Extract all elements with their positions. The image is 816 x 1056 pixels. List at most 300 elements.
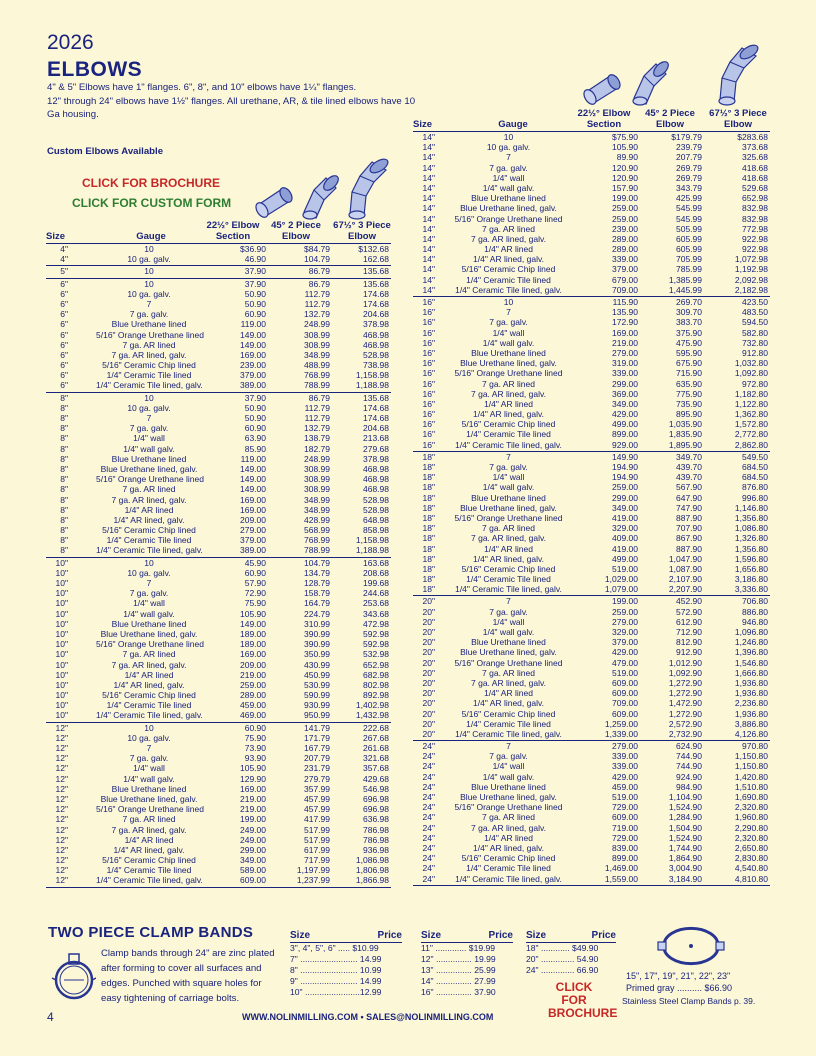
price-45-cell: 1,035.90 bbox=[668, 419, 702, 430]
price-22-cell: 499.00 bbox=[612, 419, 638, 430]
table-row bbox=[413, 658, 770, 668]
price-45-cell: 269.79 bbox=[676, 162, 702, 173]
size-cell: 12" bbox=[55, 814, 68, 825]
gauge-cell: 1/4" wall bbox=[133, 598, 165, 609]
gauge-cell: 1/4" AR lined bbox=[484, 832, 533, 843]
price-67-cell: 652.98 bbox=[363, 659, 389, 670]
price-22-cell: 169.00 bbox=[240, 783, 266, 794]
price-67-cell: 1,510.80 bbox=[734, 781, 768, 792]
price-22-cell: 349.00 bbox=[612, 502, 638, 513]
table-row bbox=[46, 484, 391, 494]
price-45-cell: 887.90 bbox=[676, 512, 702, 523]
table-row bbox=[413, 132, 770, 142]
price-45-cell: 439.70 bbox=[676, 472, 702, 483]
size-cell: 8" bbox=[60, 433, 68, 444]
gauge-cell: 5/16" Ceramic Chip lined bbox=[461, 563, 556, 574]
clamp-brochure-link[interactable]: CLICK FOR BROCHURE bbox=[548, 980, 618, 1020]
price-22-cell: 929.00 bbox=[612, 439, 638, 450]
website-email[interactable]: WWW.NOLINMILLING.COM • SALES@NOLINMILLING.COM bbox=[242, 1012, 494, 1022]
gauge-cell: 7 ga. galv. bbox=[489, 462, 528, 472]
size-cell: 14" bbox=[422, 152, 435, 163]
price-22-cell: 609.00 bbox=[612, 708, 638, 719]
price-22-cell: 135.90 bbox=[612, 307, 638, 318]
price-67-cell: 1,656.80 bbox=[734, 563, 768, 574]
price-45-cell: 112.79 bbox=[304, 298, 330, 309]
price-67-cell: 1,936.80 bbox=[734, 677, 768, 688]
gauge-cell: 7 ga. galv. bbox=[489, 751, 528, 762]
price-67-cell: 261.68 bbox=[363, 743, 389, 753]
table-row bbox=[413, 533, 770, 543]
size-cell: 16" bbox=[422, 337, 435, 348]
price-22-cell: 259.00 bbox=[612, 203, 638, 214]
price-67-cell: 4,540.80 bbox=[734, 863, 768, 874]
gauge-cell: 5/16" Ceramic Chip lined bbox=[102, 360, 196, 371]
intro-line-1: 4" & 5" Elbows have 1" flanges. 6", 8", and 10" elbows have 1¼" flanges. bbox=[47, 82, 357, 93]
clamp-price-row: 11" ............. $19.99 bbox=[421, 943, 496, 953]
price-22-cell: 37.90 bbox=[244, 392, 266, 403]
table-row bbox=[413, 584, 770, 594]
price-67-cell: 468.98 bbox=[363, 463, 389, 474]
table-row bbox=[413, 761, 770, 771]
table-row bbox=[46, 350, 391, 360]
price-22-cell: 85.90 bbox=[244, 443, 266, 454]
table-row bbox=[46, 370, 391, 380]
gauge-cell: Blue Urethane lined, galv. bbox=[100, 463, 198, 474]
price-22-cell: 729.00 bbox=[612, 802, 638, 813]
size-group bbox=[413, 132, 770, 297]
price-67-cell: 1,092.80 bbox=[734, 368, 768, 379]
size-cell: 6" bbox=[60, 339, 68, 350]
table-row bbox=[46, 700, 391, 710]
size-group bbox=[46, 723, 391, 888]
gauge-cell: 5/16" Orange Urethane lined bbox=[454, 368, 563, 379]
table-row bbox=[413, 203, 770, 213]
price-22-cell: 379.00 bbox=[240, 370, 266, 381]
table-row bbox=[413, 307, 770, 317]
gauge-cell: 7 bbox=[146, 298, 152, 309]
price-45-cell: 590.99 bbox=[304, 690, 330, 701]
size-cell: 24" bbox=[422, 812, 435, 823]
price-45-cell: 1,524.90 bbox=[668, 832, 702, 843]
price-67-cell: 429.68 bbox=[363, 773, 389, 784]
size-cell: 14" bbox=[422, 284, 435, 295]
clamp-price-row: 3", 4", 5", 6" ..... $10.99 bbox=[290, 943, 379, 953]
table-row bbox=[413, 741, 770, 751]
price-67-cell: 1,086.80 bbox=[734, 523, 768, 534]
gauge-cell: 5/16" Orange Urethane lined bbox=[96, 329, 204, 340]
price-45-cell: 1,524.90 bbox=[668, 802, 702, 813]
gauge-cell: 1/4" Ceramic Tile lined, galv. bbox=[455, 584, 562, 595]
gauge-cell: 7 ga. AR lined bbox=[482, 378, 535, 389]
table-row bbox=[46, 380, 391, 390]
size-cell: 24" bbox=[422, 781, 435, 792]
price-22-cell: 259.00 bbox=[612, 606, 638, 617]
table-row bbox=[413, 607, 770, 617]
price-22-cell: 1,259.00 bbox=[604, 718, 638, 729]
price-67-cell: 1,546.80 bbox=[734, 657, 768, 668]
price-45-cell: 2,207.90 bbox=[668, 584, 702, 595]
price-22-cell: 609.00 bbox=[612, 812, 638, 823]
gauge-cell: 5/16" Ceramic Chip lined bbox=[102, 690, 196, 701]
price-67-cell: 684.50 bbox=[742, 462, 768, 472]
gauge-cell: 10 ga. galv. bbox=[127, 254, 171, 265]
table-row bbox=[413, 617, 770, 627]
price-45-cell: 930.99 bbox=[304, 700, 330, 711]
table-row bbox=[413, 472, 770, 482]
price-67-cell: 3,886.80 bbox=[734, 718, 768, 729]
price-45-cell: 735.90 bbox=[676, 398, 702, 409]
price-67-cell: 135.68 bbox=[363, 392, 389, 403]
table-row bbox=[413, 368, 770, 378]
gauge-cell: 10 bbox=[503, 132, 514, 142]
price-67-cell: 684.50 bbox=[742, 472, 768, 483]
table-row bbox=[46, 535, 391, 545]
table-row bbox=[46, 710, 391, 720]
price-67-cell: 423.50 bbox=[742, 297, 768, 307]
price-22-cell: 169.00 bbox=[240, 504, 266, 515]
table-body bbox=[413, 132, 770, 886]
table-row bbox=[46, 433, 391, 443]
size-cell: 10" bbox=[55, 700, 68, 711]
gauge-cell: 1/4" wall galv. bbox=[482, 627, 535, 637]
primed-clamp-info bbox=[626, 970, 796, 994]
table-row bbox=[413, 348, 770, 358]
price-22-cell: 519.00 bbox=[612, 563, 638, 574]
price-45-cell: 310.99 bbox=[304, 618, 330, 629]
size-cell: 16" bbox=[422, 398, 435, 409]
table-row bbox=[46, 403, 391, 413]
size-cell: 20" bbox=[422, 718, 435, 729]
price-45-cell: 924.90 bbox=[676, 771, 702, 782]
price-45-cell: 1,272.90 bbox=[668, 677, 702, 688]
table-row bbox=[413, 637, 770, 647]
price-22-cell: 609.00 bbox=[612, 688, 638, 699]
price-45-cell: 164.79 bbox=[304, 598, 330, 609]
table-row bbox=[413, 503, 770, 513]
clamp-bands-description: Clamp bands through 24" are zinc plated after forming to cover all surfaces and edges. Punched with square holes for easy tightening of carriage bolts. bbox=[101, 948, 275, 1004]
table-row bbox=[46, 875, 391, 885]
size-cell: 8" bbox=[60, 423, 68, 434]
table-row bbox=[46, 794, 391, 804]
price-45-cell: 207.79 bbox=[676, 152, 702, 163]
size-cell: 20" bbox=[422, 647, 435, 658]
price-67-cell: 696.98 bbox=[363, 804, 389, 815]
clamp-price-row: 14" ............... 27.99 bbox=[421, 976, 496, 986]
size-cell: 8" bbox=[60, 392, 68, 403]
size-cell: 6" bbox=[60, 380, 68, 391]
price-22-cell: 379.00 bbox=[240, 535, 266, 546]
price-22-cell: 149.00 bbox=[240, 339, 266, 350]
table-row bbox=[413, 513, 770, 523]
price-45-cell: 439.70 bbox=[676, 462, 702, 472]
size-cell: 10" bbox=[55, 639, 68, 650]
gauge-cell: 1/4" AR lined bbox=[484, 688, 533, 699]
size-cell: 6" bbox=[60, 329, 68, 340]
price-67-cell: 786.98 bbox=[363, 824, 389, 835]
size-cell: 6" bbox=[60, 349, 68, 360]
price-22-cell: 120.90 bbox=[612, 172, 638, 183]
price-22-cell: 60.90 bbox=[244, 722, 266, 733]
clamp-price-table-3 bbox=[526, 930, 616, 976]
gauge-cell: 7 bbox=[506, 152, 511, 163]
gauge-cell: 10 ga. galv. bbox=[127, 288, 171, 299]
price-22-cell: 1,079.00 bbox=[604, 584, 638, 595]
size-cell: 10" bbox=[55, 659, 68, 670]
price-22-cell: 199.00 bbox=[240, 814, 266, 825]
gauge-cell: 7 ga. galv. bbox=[129, 423, 169, 434]
size-cell: 24" bbox=[422, 792, 435, 802]
gauge-cell: 7 ga. AR lined bbox=[122, 339, 176, 350]
gauge-cell: 10 bbox=[144, 392, 154, 403]
gauge-cell: 7 ga. galv. bbox=[129, 588, 169, 599]
size-cell: 10" bbox=[55, 567, 68, 578]
table-row bbox=[46, 733, 391, 743]
price-22-cell: 37.90 bbox=[244, 266, 266, 277]
size-cell: 24" bbox=[422, 741, 435, 752]
price-67-cell: 135.68 bbox=[363, 266, 389, 277]
price-45-cell: 112.79 bbox=[304, 288, 330, 299]
table-row bbox=[413, 823, 770, 833]
size-cell: 14" bbox=[422, 203, 435, 214]
price-67-cell: 321.68 bbox=[363, 753, 389, 764]
gauge-cell: 7 ga. AR lined, galv. bbox=[111, 349, 187, 360]
price-22-cell: 73.90 bbox=[244, 743, 266, 753]
price-22-cell: 50.90 bbox=[244, 413, 266, 423]
gauge-cell: 10 bbox=[144, 722, 154, 733]
gauge-cell: 7 bbox=[506, 307, 511, 318]
col-45-header: 45° 2 Piece Elbow bbox=[645, 108, 695, 130]
table-row bbox=[46, 845, 391, 855]
size-cell: 14" bbox=[422, 172, 435, 183]
price-45-cell: 348.99 bbox=[304, 494, 330, 505]
table-row bbox=[413, 462, 770, 472]
price-45-cell: 744.90 bbox=[676, 751, 702, 762]
table-row bbox=[46, 495, 391, 505]
intro-text bbox=[47, 81, 417, 122]
price-67-cell: 3,336.80 bbox=[734, 584, 768, 595]
gauge-cell: 1/4" AR lined, galv. bbox=[113, 679, 185, 690]
size-cell: 18" bbox=[422, 533, 435, 544]
size-cell: 16" bbox=[422, 409, 435, 420]
gauge-cell: Blue Urethane lined bbox=[111, 319, 187, 330]
price-67-cell: $283.68 bbox=[737, 132, 768, 142]
price-45-cell: 428.99 bbox=[304, 514, 330, 525]
price-45-cell: 867.90 bbox=[676, 533, 702, 544]
price-67-cell: 528.98 bbox=[363, 504, 389, 515]
price-67-cell: 1,072.98 bbox=[734, 254, 768, 265]
size-cell: 20" bbox=[422, 677, 435, 688]
price-45-cell: 348.99 bbox=[304, 504, 330, 515]
gauge-cell: 1/4" Ceramic Tile lined, galv. bbox=[96, 380, 203, 391]
price-67-cell: 468.98 bbox=[363, 339, 389, 350]
gauge-cell: 10 ga. galv. bbox=[127, 402, 171, 413]
size-cell: 16" bbox=[422, 297, 435, 307]
price-67-cell: 253.68 bbox=[363, 598, 389, 609]
gauge-cell: 10 ga. galv. bbox=[127, 732, 171, 743]
table-row bbox=[413, 254, 770, 264]
table-row bbox=[46, 670, 391, 680]
table-row bbox=[46, 835, 391, 845]
table-row bbox=[413, 751, 770, 761]
table-row bbox=[413, 709, 770, 719]
price-45-cell: 1,504.90 bbox=[668, 822, 702, 833]
price-22-cell: 279.00 bbox=[612, 616, 638, 627]
gauge-cell: 1/4" Ceramic Tile lined bbox=[466, 863, 551, 874]
clamp-price-header: Price bbox=[377, 930, 402, 941]
price-22-cell: 259.00 bbox=[612, 213, 638, 224]
price-45-cell: 390.99 bbox=[304, 628, 330, 639]
clamp-price-row: 13" ............... 25.99 bbox=[421, 965, 496, 975]
price-22-cell: 57.90 bbox=[244, 578, 266, 588]
price-45-cell: 348.99 bbox=[304, 349, 330, 360]
price-45-cell: 572.90 bbox=[676, 606, 702, 617]
table-row bbox=[413, 440, 770, 450]
table-row bbox=[413, 647, 770, 657]
price-45-cell: 224.79 bbox=[304, 608, 330, 619]
size-group bbox=[413, 596, 770, 741]
table-row bbox=[46, 505, 391, 515]
price-22-cell: 60.90 bbox=[244, 567, 266, 578]
price-22-cell: 50.90 bbox=[244, 288, 266, 299]
price-45-cell: 457.99 bbox=[304, 793, 330, 804]
price-45-cell: 1,197.99 bbox=[296, 865, 330, 876]
price-67-cell: 1,356.80 bbox=[734, 512, 768, 523]
price-45-cell: 308.99 bbox=[304, 474, 330, 485]
price-45-cell: 675.90 bbox=[676, 358, 702, 369]
table-row bbox=[413, 163, 770, 173]
price-22-cell: 469.00 bbox=[240, 710, 266, 721]
table-row bbox=[413, 152, 770, 162]
gauge-cell: 7 ga. AR lined, galv. bbox=[111, 824, 187, 835]
price-22-cell: 349.00 bbox=[612, 398, 638, 409]
table-row bbox=[46, 814, 391, 824]
price-67-cell: 1,122.80 bbox=[734, 398, 768, 409]
gauge-cell: 1/4" AR lined bbox=[124, 834, 174, 845]
size-cell: 14" bbox=[422, 233, 435, 244]
price-67-cell: 1,150.80 bbox=[734, 761, 768, 772]
gauge-cell: 1/4" wall bbox=[492, 172, 525, 183]
size-cell: 18" bbox=[422, 502, 435, 513]
price-67-cell: 2,862.80 bbox=[734, 439, 768, 450]
gauge-cell: Blue Urethane lined, galv. bbox=[460, 358, 557, 369]
price-45-cell: 517.99 bbox=[304, 834, 330, 845]
price-45-cell: 647.90 bbox=[676, 492, 702, 503]
price-67-cell: 163.68 bbox=[363, 557, 389, 568]
price-22-cell: 339.00 bbox=[612, 254, 638, 265]
table-row bbox=[413, 264, 770, 274]
elbow-45-icon bbox=[300, 168, 342, 220]
gauge-cell: 5/16" Ceramic Chip lined bbox=[102, 855, 196, 866]
size-cell: 8" bbox=[60, 545, 68, 556]
size-cell: 8" bbox=[60, 504, 68, 515]
price-67-cell: 2,092.98 bbox=[734, 274, 768, 285]
gauge-cell: 1/4" AR lined, galv. bbox=[113, 514, 185, 525]
price-45-cell: 488.99 bbox=[304, 360, 330, 371]
price-45-cell: 950.99 bbox=[304, 710, 330, 721]
gauge-cell: Blue Urethane lined bbox=[471, 492, 546, 503]
size-cell: 10" bbox=[55, 679, 68, 690]
price-45-cell: 624.90 bbox=[676, 741, 702, 752]
gauge-cell: 7 ga. AR lined, galv. bbox=[471, 677, 546, 688]
gauge-cell: 1/4" AR lined, galv. bbox=[473, 254, 544, 265]
size-cell: 6" bbox=[60, 288, 68, 299]
price-22-cell: 339.00 bbox=[612, 751, 638, 762]
table-row bbox=[413, 193, 770, 203]
price-67-cell: 222.68 bbox=[363, 722, 389, 733]
gauge-cell: 7 bbox=[506, 451, 511, 462]
price-45-cell: 785.99 bbox=[676, 264, 702, 275]
price-67-cell: 946.80 bbox=[742, 616, 768, 627]
table-row bbox=[413, 493, 770, 503]
price-22-cell: 209.00 bbox=[240, 514, 266, 525]
gauge-cell: 1/4" AR lined bbox=[124, 669, 174, 680]
clamp-price-row: 16" ............... 37.90 bbox=[421, 987, 496, 997]
price-45-cell: 182.79 bbox=[304, 443, 330, 454]
size-cell: 16" bbox=[422, 429, 435, 440]
table-row bbox=[413, 328, 770, 338]
size-cell: 12" bbox=[55, 855, 68, 866]
size-cell: 10" bbox=[55, 710, 68, 721]
gauge-cell: 10 bbox=[144, 278, 154, 289]
price-45-cell: 768.99 bbox=[304, 370, 330, 381]
price-22-cell: 46.90 bbox=[244, 254, 266, 265]
size-cell: 16" bbox=[422, 439, 435, 450]
price-67-cell: 267.68 bbox=[363, 732, 389, 743]
price-67-cell: 418.68 bbox=[742, 172, 768, 183]
size-cell: 16" bbox=[422, 368, 435, 379]
size-cell: 20" bbox=[422, 596, 435, 607]
table-row bbox=[413, 419, 770, 429]
gauge-cell: 1/4" wall bbox=[492, 327, 525, 338]
price-45-cell: 712.90 bbox=[676, 627, 702, 637]
table-row bbox=[413, 234, 770, 244]
brochure-link[interactable]: CLICK FOR BROCHURE bbox=[82, 176, 220, 190]
size-cell: 24" bbox=[422, 771, 435, 782]
price-67-cell: 468.98 bbox=[363, 474, 389, 485]
clamp-price-row: 18" ............ $49.90 bbox=[526, 943, 599, 953]
price-45-cell: 248.99 bbox=[304, 319, 330, 330]
price-67-cell: 204.68 bbox=[363, 309, 389, 320]
size-cell: 6" bbox=[60, 360, 68, 371]
price-67-cell: 1,086.98 bbox=[355, 855, 389, 866]
price-22-cell: 219.00 bbox=[240, 669, 266, 680]
table-header bbox=[46, 218, 391, 244]
price-45-cell: 912.90 bbox=[676, 647, 702, 658]
price-22-cell: 149.00 bbox=[240, 329, 266, 340]
gauge-cell: 10 bbox=[144, 244, 154, 254]
price-67-cell: 970.80 bbox=[742, 741, 768, 752]
price-67-cell: 636.98 bbox=[363, 814, 389, 825]
table-row bbox=[46, 299, 391, 309]
table-row bbox=[413, 782, 770, 792]
table-row bbox=[413, 792, 770, 802]
price-45-cell: 517.99 bbox=[304, 824, 330, 835]
size-cell: 14" bbox=[422, 274, 435, 285]
price-22-cell: 89.90 bbox=[616, 152, 638, 163]
clamp-price-row: 10" .......................12.99 bbox=[290, 987, 382, 997]
size-cell: 24" bbox=[422, 802, 435, 813]
price-45-cell: 425.99 bbox=[676, 193, 702, 204]
price-22-cell: 60.90 bbox=[244, 309, 266, 320]
table-row bbox=[46, 279, 391, 289]
price-45-cell: 1,272.90 bbox=[668, 708, 702, 719]
custom-form-link[interactable]: CLICK FOR CUSTOM FORM bbox=[72, 196, 232, 210]
size-cell: 16" bbox=[422, 388, 435, 399]
gauge-cell: 5/16" Orange Urethane lined bbox=[454, 213, 563, 224]
table-row bbox=[413, 719, 770, 729]
table-row bbox=[46, 254, 391, 264]
size-cell: 14" bbox=[422, 244, 435, 255]
